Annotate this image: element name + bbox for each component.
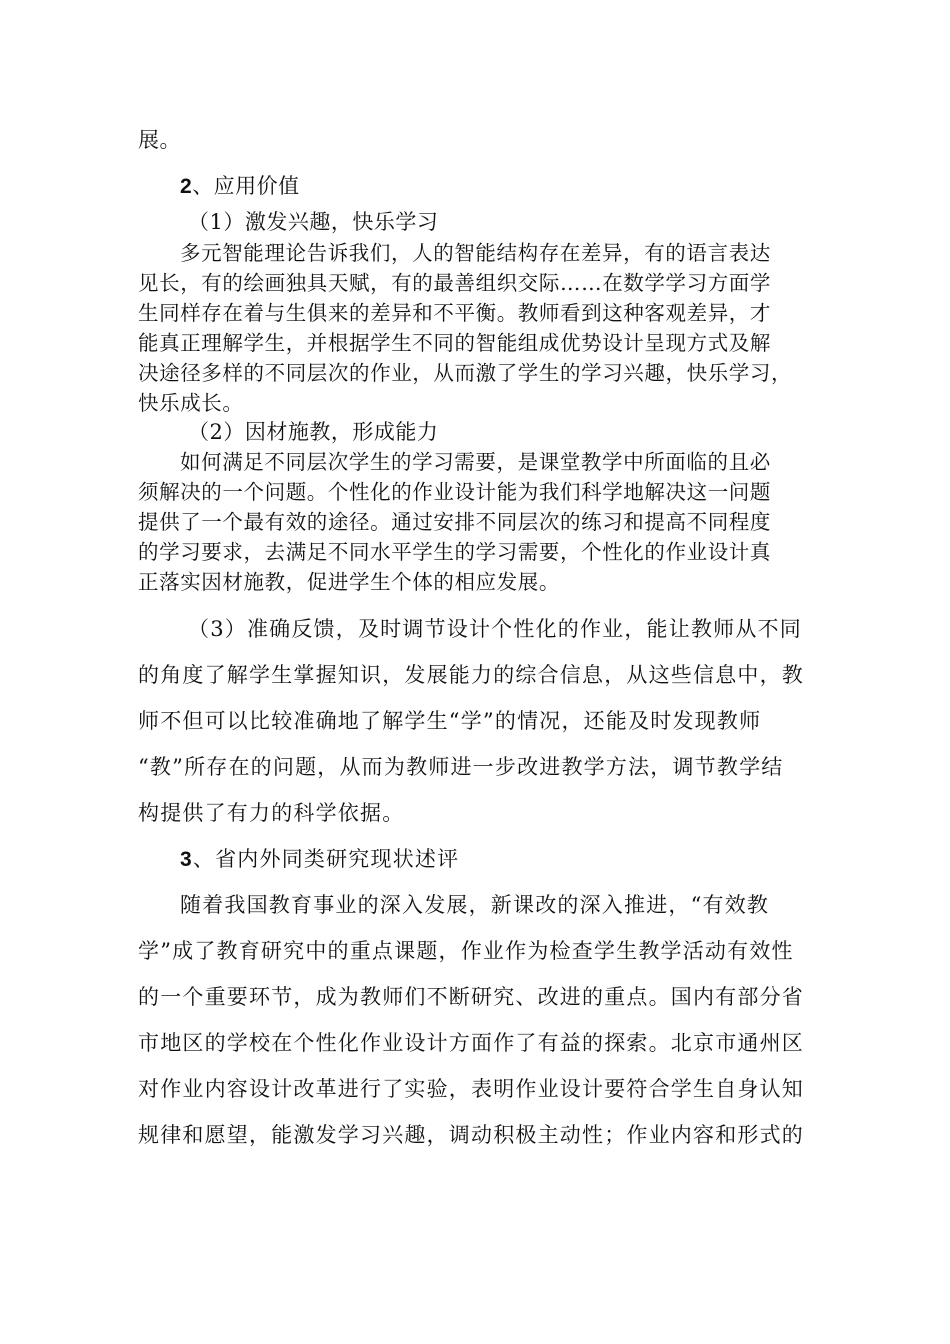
section-3-heading bbox=[180, 847, 459, 872]
item-3-line-3: 师不但可以比较准确地了解学生“学”的情况，还能及时发现教师 bbox=[138, 709, 762, 733]
item-1-line-1: 多元智能理论告诉我们，人的智能结构存在差异，有的语言表达 bbox=[180, 241, 771, 265]
item-1-line-4: 能真正理解学生，并根据学生不同的智能组成优势设计呈现方式及解 bbox=[138, 331, 771, 355]
item-2-line-3: 提供了一个最有效的途径。通过安排不同层次的练习和提高不同程度 bbox=[138, 510, 771, 534]
item-2-line-1: 如何满足不同层次学生的学习需要，是课堂教学中所面临的且必 bbox=[180, 450, 771, 474]
item-1-line-5: 决途径多样的不同层次的作业，从而激了学生的学习兴趣，快乐学习， bbox=[138, 361, 793, 385]
section-3-line-5: 对作业内容设计改革进行了实验，表明作业设计要符合学生自身认知 bbox=[138, 1077, 804, 1101]
item-2-heading: （2）因材施教，形成能力 bbox=[188, 420, 439, 444]
item-1-line-2: 见长，有的绘画独具天赋，有的最善组织交际……在数学学习方面学 bbox=[138, 271, 771, 295]
section-3-line-4: 市地区的学校在个性化作业设计方面作了有益的探索。北京市通州区 bbox=[138, 1031, 804, 1055]
item-2-line-4: 的学习要求，去满足不同水平学生的学习需要，个性化的作业设计真 bbox=[138, 540, 771, 564]
item-3-line-2: 的角度了解学生掌握知识，发展能力的综合信息，从这些信息中，教 bbox=[138, 663, 804, 687]
item-1-line-6: 快乐成长。 bbox=[138, 391, 244, 415]
section-2-title: 、应用价值 bbox=[192, 174, 300, 198]
item-1-line-3: 生同样存在着与生俱来的差异和不平衡。教师看到这种客观差异，才 bbox=[138, 301, 771, 325]
item-2-line-2: 须解决的一个问题。个性化的作业设计能为我们科学地解决这一问题 bbox=[138, 480, 771, 504]
item-2-line-5: 正落实因材施教，促进学生个体的相应发展。 bbox=[138, 570, 560, 594]
section-3-title: 、省内外同类研究现状述评 bbox=[192, 847, 460, 871]
section-2-heading bbox=[180, 174, 300, 199]
item-1-heading: （1）激发兴趣，快乐学习 bbox=[188, 210, 439, 234]
item-3-line-5: 构提供了有力的科学依据。 bbox=[138, 801, 405, 825]
continuation-text: 展。 bbox=[138, 128, 181, 152]
section-3-line-3: 的一个重要环节，成为教师们不断研究、改进的重点。国内有部分省 bbox=[138, 985, 804, 1009]
section-3-line-6: 规律和愿望，能激发学习兴趣，调动积极主动性；作业内容和形式的 bbox=[138, 1123, 804, 1147]
section-3-line-2: 学”成了教育研究中的重点课题，作业作为检查学生教学活动有效性 bbox=[138, 939, 794, 963]
section-3-line-1: 随着我国教育事业的深入发展，新课改的深入推进，“有效教 bbox=[180, 893, 770, 917]
section-2-number: 2 bbox=[180, 175, 193, 198]
item-3-line-1: （3）准确反馈，及时调节设计个性化的作业，能让教师从不同 bbox=[188, 617, 802, 641]
item-3-line-4: “教”所存在的问题，从而为教师进一步改进教学方法，调节教学结 bbox=[138, 755, 784, 779]
section-3-number: 3 bbox=[180, 848, 193, 871]
